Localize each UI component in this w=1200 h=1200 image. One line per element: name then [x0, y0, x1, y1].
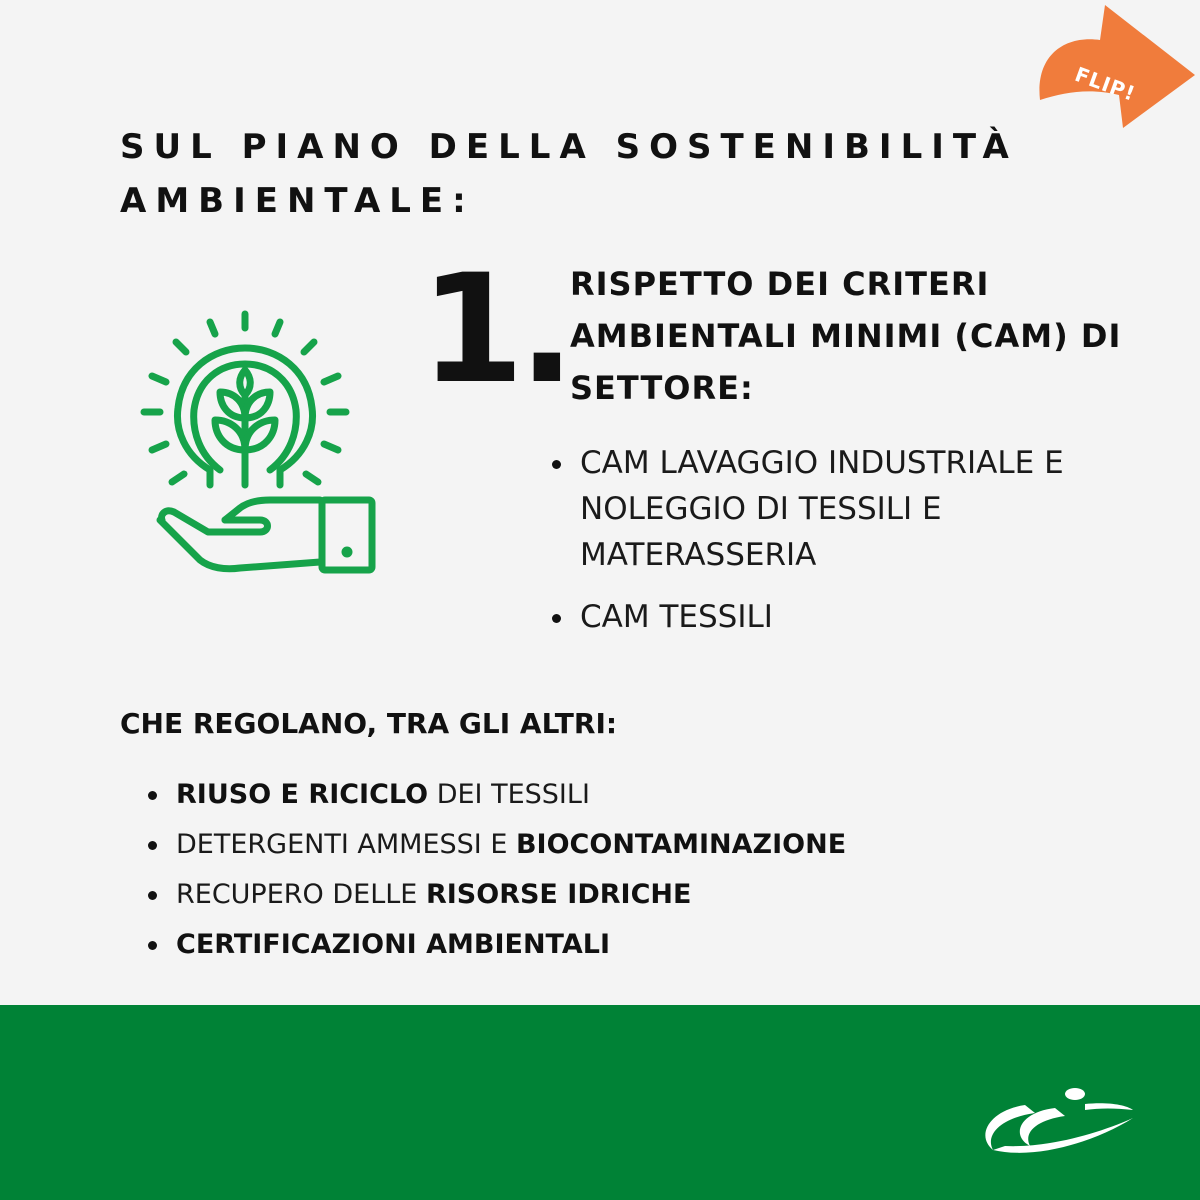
list-item: CAM TESSILI [550, 594, 1110, 640]
cam-list [550, 440, 1110, 656]
list-item-bold: RISORSE IDRICHE [425, 879, 692, 910]
list-item-text: DEI TESSILI [428, 779, 590, 810]
list-item: CAM LAVAGGIO INDUSTRIALE E NOLEGGIO DI TESSILI E MATERASSERIA [550, 440, 1110, 578]
page-title: SUL PIANO DELLA SOSTENIBILITÀ AMBIENTALE: [120, 127, 1018, 221]
list-item-text: DETERGENTI AMMESSI E [176, 829, 516, 860]
section-heading: RISPETTO DEI CRITERI AMBIENTALI MINIMI (CAM) DI SETTORE: [570, 265, 1122, 407]
list-item [148, 820, 1048, 870]
regulations-heading: CHE REGOLANO, TRA GLI ALTRI: [120, 707, 618, 740]
footer-bar [0, 1005, 1200, 1200]
regulations-list [148, 770, 1048, 970]
flip-label: FLIP! [1071, 62, 1139, 106]
list-item-bold: CERTIFICAZIONI AMBIENTALI [176, 929, 611, 960]
lightbulb-plant-hand-icon [130, 300, 390, 580]
list-item-bold: RIUSO E RICICLO [176, 779, 429, 810]
list-item-bold: BIOCONTAMINAZIONE [515, 829, 847, 860]
list-item [148, 920, 1048, 970]
section-number: 1. [420, 243, 570, 417]
list-item [148, 870, 1048, 920]
list-item [148, 770, 1048, 820]
brand-logo-icon [975, 1080, 1135, 1160]
list-item-text: RECUPERO DELLE [176, 879, 426, 910]
